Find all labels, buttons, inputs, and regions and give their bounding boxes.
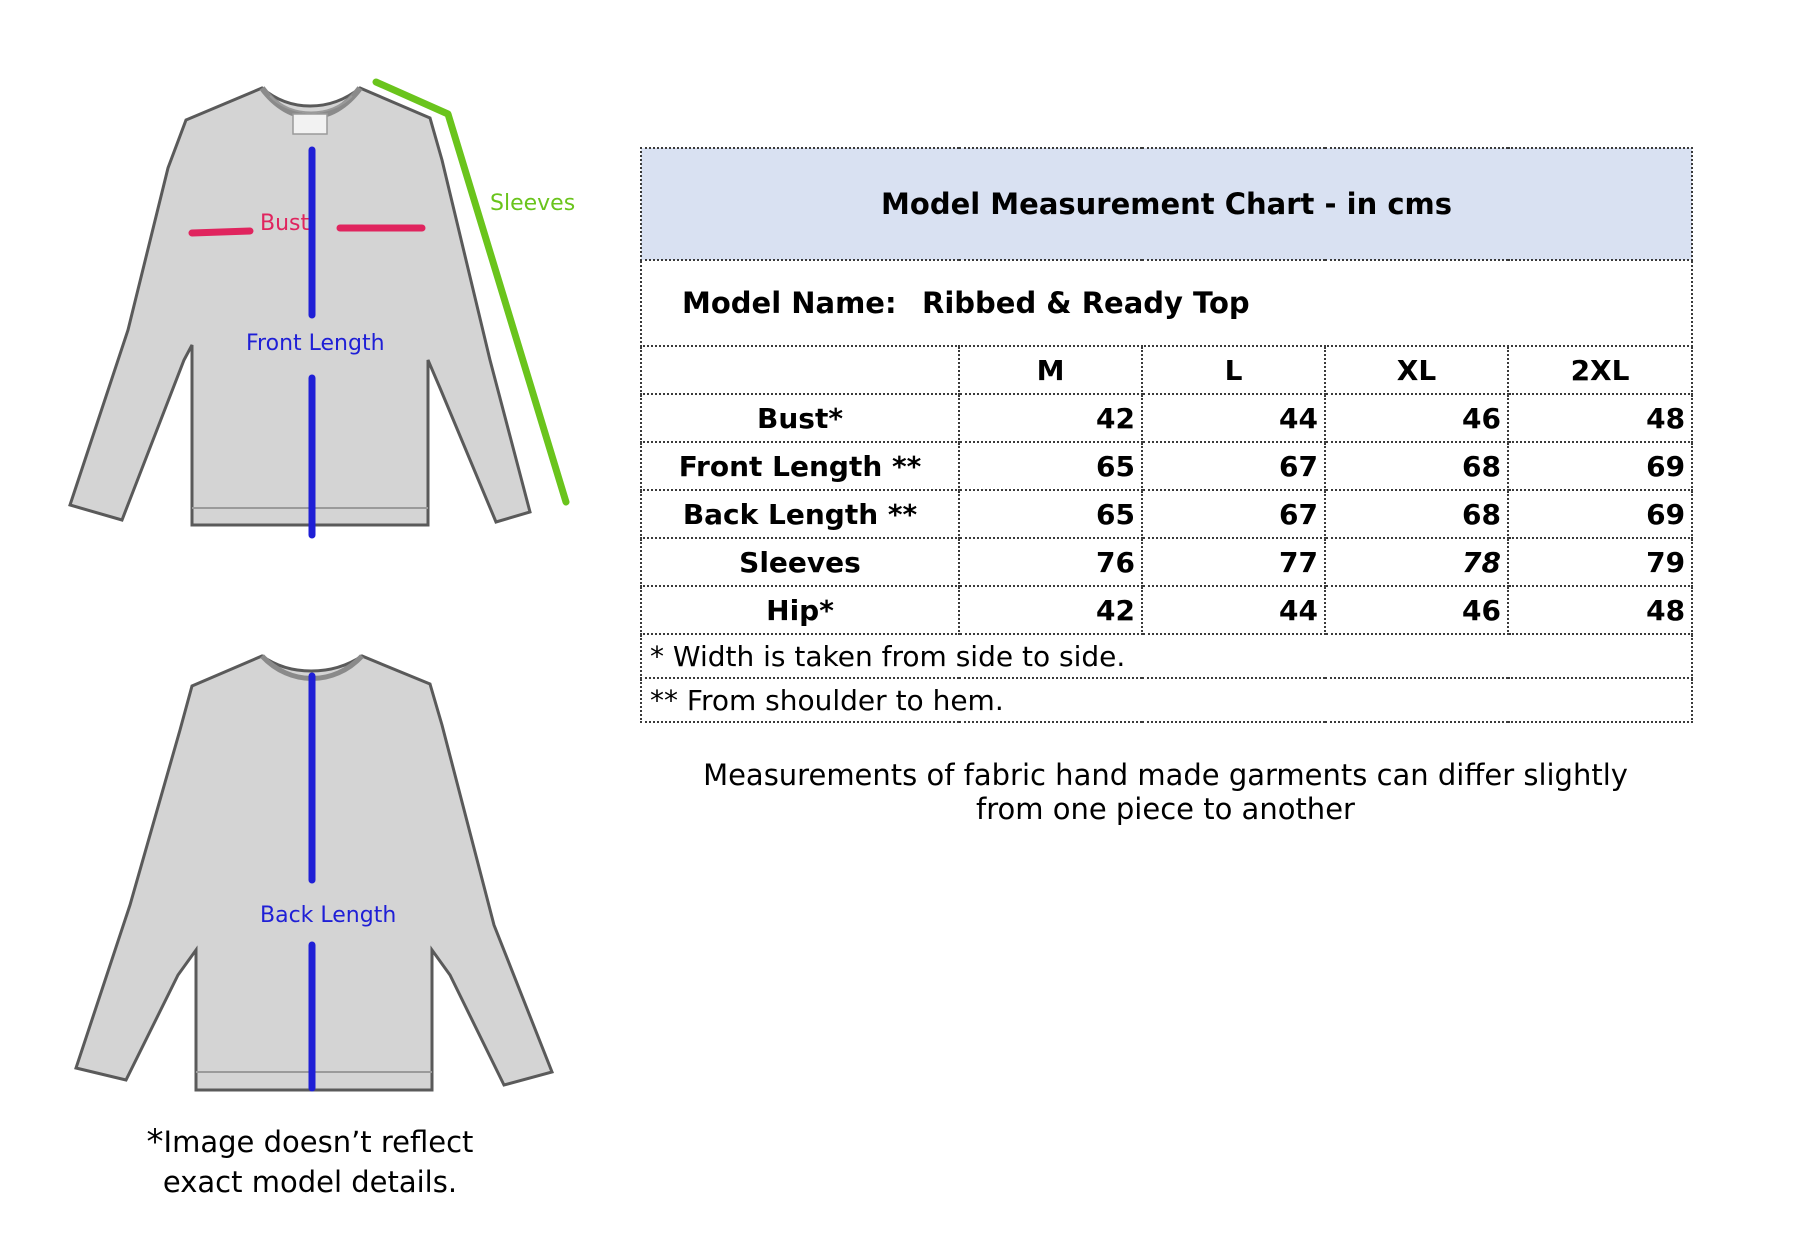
value-cell: 77: [1142, 538, 1325, 586]
value-cell: 79: [1508, 538, 1692, 586]
value-cell: 44: [1142, 394, 1325, 442]
image-note-line2: exact model details.: [162, 1165, 458, 1199]
value-cell: 69: [1508, 490, 1692, 538]
sleeves-label: Sleeves: [490, 191, 576, 216]
garment-diagram: [0, 0, 620, 1240]
chart-title: Model Measurement Chart - in cms: [641, 148, 1692, 260]
value-cell: 46: [1325, 394, 1508, 442]
image-note-star: *: [146, 1122, 164, 1162]
model-name-row: [641, 260, 1692, 346]
value-cell: 67: [1142, 490, 1325, 538]
model-name-label: Model Name:: [682, 286, 897, 320]
value-cell: 78: [1325, 538, 1508, 586]
value-cell: 69: [1508, 442, 1692, 490]
value-cell: 65: [959, 490, 1142, 538]
bust-measure-line-left: [192, 231, 250, 233]
table-row: [641, 442, 1692, 490]
measurement-disclaimer: [640, 758, 1691, 826]
value-cell: 68: [1325, 442, 1508, 490]
row-label: Bust*: [641, 394, 959, 442]
value-cell: 48: [1508, 586, 1692, 634]
value-cell: 48: [1508, 394, 1692, 442]
table-row: [641, 490, 1692, 538]
size-header: M: [959, 346, 1142, 394]
value-cell: 68: [1325, 490, 1508, 538]
value-cell: 44: [1142, 586, 1325, 634]
image-note: [110, 1122, 510, 1202]
front-length-label: Front Length: [246, 331, 385, 356]
model-name-value: Ribbed & Ready Top: [922, 286, 1250, 320]
table-row: [641, 538, 1692, 586]
size-header: L: [1142, 346, 1325, 394]
size-header-row: [641, 346, 1692, 394]
table-row: [641, 394, 1692, 442]
value-cell: 42: [959, 394, 1142, 442]
footnote-width: * Width is taken from side to side.: [641, 634, 1692, 678]
table-row: [641, 586, 1692, 634]
size-header-blank: [641, 346, 959, 394]
measurement-chart: [640, 147, 1691, 723]
back-length-label: Back Length: [260, 903, 397, 928]
value-cell: 67: [1142, 442, 1325, 490]
row-label: Back Length **: [641, 490, 959, 538]
value-cell: 42: [959, 586, 1142, 634]
row-label: Hip*: [641, 586, 959, 634]
disclaimer-line1: Measurements of fabric hand made garments can differ slightly: [703, 758, 1628, 792]
row-label: Sleeves: [641, 538, 959, 586]
value-cell: 76: [959, 538, 1142, 586]
row-label: Front Length **: [641, 442, 959, 490]
size-header: 2XL: [1508, 346, 1692, 394]
measurement-table: [640, 147, 1693, 723]
image-note-line1: Image doesn’t reflect: [163, 1125, 474, 1159]
size-header: XL: [1325, 346, 1508, 394]
footnote-length: ** From shoulder to hem.: [641, 678, 1692, 722]
value-cell: 46: [1325, 586, 1508, 634]
bust-label: Bust: [260, 211, 310, 236]
value-cell: 65: [959, 442, 1142, 490]
disclaimer-line2: from one piece to another: [976, 792, 1355, 826]
